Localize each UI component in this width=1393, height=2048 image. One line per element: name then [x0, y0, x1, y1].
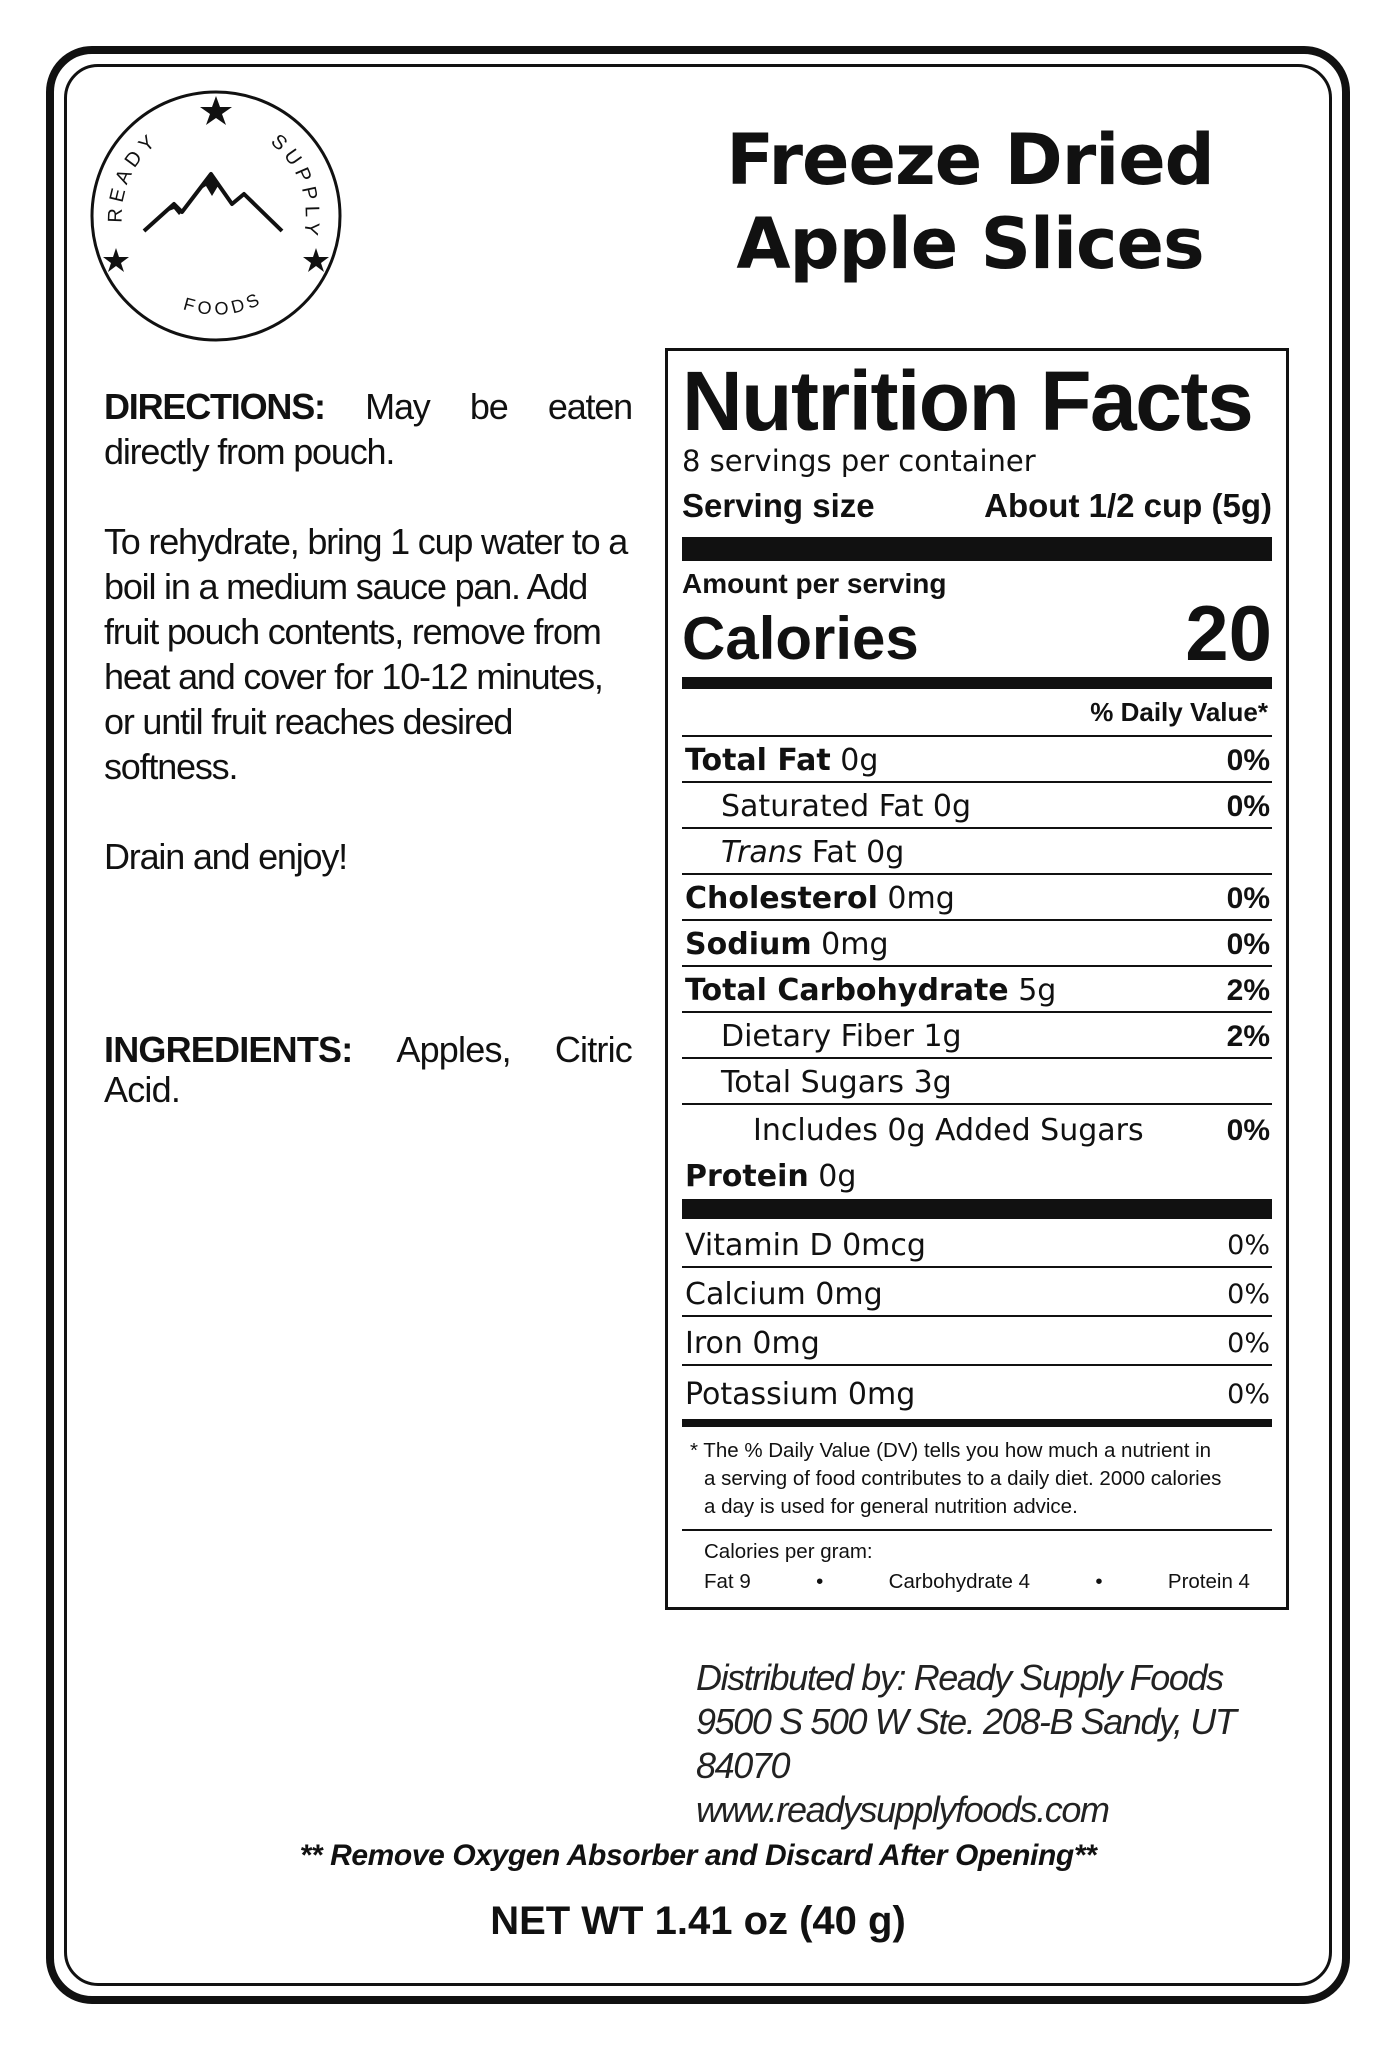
footnote-line-3: a day is used for general nutrition advice. [704, 1495, 1078, 1518]
nutrient-row-trans-fat [682, 829, 1272, 875]
vitamin-row-vitamin-d [682, 1219, 1272, 1268]
cpg-fat: Fat 9 [704, 1570, 751, 1593]
cpg-separator: • [1095, 1570, 1103, 1593]
vitamin-dv: 0% [1227, 1230, 1270, 1261]
cpg-protein: Protein 4 [1167, 1570, 1250, 1593]
nutrient-amount: 0g [866, 835, 905, 870]
nutrient-row-cholesterol [682, 875, 1272, 921]
nutrition-facts-panel [665, 348, 1289, 1610]
nutrient-amount: 5g [1018, 973, 1057, 1008]
star-icon [200, 96, 232, 125]
vitamin-row-potassium [682, 1366, 1272, 1415]
ingredients-heading: INGREDIENTS: [104, 1029, 353, 1070]
ingredients-word-citric: Citric [554, 1029, 632, 1070]
nutrient-name: Includes 0g Added Sugars [753, 1113, 1144, 1148]
calories-row [682, 589, 1272, 677]
nutrient-name: Cholesterol [685, 881, 878, 916]
nutrient-name: Sodium [685, 927, 812, 962]
cpg-label: Calories per gram: [704, 1540, 873, 1563]
serving-size-value: About 1/2 cup (5g) [984, 487, 1272, 524]
nutrient-row-protein [682, 1151, 1272, 1197]
footnote-line-1: * The % Daily Value (DV) tells you how much a nutrient in [690, 1439, 1212, 1462]
cpg-carbohydrate: Carbohydrate 4 [888, 1570, 1030, 1593]
nutrient-amount: 0g [932, 789, 972, 824]
servings-per-container: 8 servings per container [682, 444, 1036, 478]
nutrient-amount: 0mg [821, 927, 889, 962]
nutrient-name: Trans [721, 835, 803, 870]
directions-text-1: May be eaten directly from pouch. [104, 386, 632, 472]
directions-section [104, 384, 632, 924]
serving-size-label: Serving size [682, 487, 875, 524]
daily-value-header: % Daily Value* [682, 689, 1272, 737]
divider-medium [682, 677, 1272, 689]
vitamins-section [682, 1219, 1272, 1415]
product-title-line2: Apple Slices [736, 203, 1204, 285]
logo-text-supply: SUPPLY [266, 130, 323, 242]
divider-thick [682, 1199, 1272, 1219]
vitamin-name: Calcium 0mg [685, 1277, 883, 1312]
vitamin-name: Vitamin D 0mcg [685, 1228, 926, 1263]
nutrient-name-rest: Fat [811, 835, 857, 870]
directions-paragraph-2: To rehydrate, bring 1 cup water to a boil in a medium sauce pan. Add fruit pouch contents, remove from heat and cover for 10-12 minutes, or until fruit reaches desired softness. [104, 521, 628, 787]
svg-text:FOODS [181, 288, 265, 319]
nutrient-dv: 0% [1226, 882, 1270, 915]
daily-value-footnote [682, 1427, 1272, 1531]
calories-per-gram [682, 1531, 1272, 1597]
ingredients-line-1 [104, 1030, 632, 1070]
serving-size-row [682, 483, 1272, 529]
distributor-website: www.readysupplyfoods.com [696, 1789, 1109, 1830]
nutrient-row-added-sugars [682, 1105, 1272, 1151]
nutrient-amount: 3g [913, 1065, 952, 1100]
nutrient-row-total-sugars [682, 1059, 1272, 1105]
nutrient-name: Total Carbohydrate [685, 973, 1009, 1008]
distributor-info [696, 1656, 1296, 1832]
ingredients-line-2: Acid. [104, 1069, 181, 1110]
footnote-line-2: a serving of food contributes to a daily diet. 2000 calories [704, 1467, 1222, 1490]
directions-paragraph-3: Drain and enjoy! [104, 836, 347, 877]
nutrient-amount: 0mg [887, 881, 955, 916]
calories-label: Calories [682, 605, 919, 672]
directions-heading: DIRECTIONS: [104, 386, 325, 427]
nutrient-dv: 2% [1226, 974, 1270, 1007]
nutrient-row-sodium [682, 921, 1272, 967]
distributor-line-1: Distributed by: Ready Supply Foods [696, 1657, 1223, 1698]
vitamin-dv: 0% [1227, 1279, 1270, 1310]
nutrient-name: Total Sugars [721, 1065, 905, 1100]
nutrient-row-dietary-fiber [682, 1013, 1272, 1059]
star-icon [103, 248, 129, 272]
nutrient-amount: 0g [818, 1159, 857, 1194]
net-weight: NET WT 1.41 oz (40 g) [490, 1899, 906, 1943]
logo-text-foods: FOODS [181, 288, 266, 319]
svg-text:READY [105, 128, 164, 223]
logo-text-ready: READY [104, 128, 164, 223]
nutrient-row-saturated-fat [682, 783, 1272, 829]
cpg-values [704, 1567, 1250, 1597]
nutrient-name: Total Fat [685, 743, 831, 778]
calories-value: 20 [1185, 589, 1272, 677]
amount-per-serving: Amount per serving [682, 568, 947, 599]
nutrient-row-total-fat [682, 737, 1272, 783]
divider-medium [682, 1419, 1272, 1427]
vitamin-row-iron [682, 1317, 1272, 1366]
star-icon [303, 248, 329, 272]
nutrient-name: Dietary Fiber [721, 1019, 914, 1054]
vitamin-dv: 0% [1227, 1379, 1270, 1410]
divider-thick [682, 537, 1272, 561]
nutrient-name: Protein [685, 1159, 809, 1194]
ingredients-section [104, 1030, 632, 1110]
ingredients-word-apples: Apples, [396, 1029, 511, 1070]
nutrient-row-total-carbohydrate [682, 967, 1272, 1013]
nutrient-dv: 0% [1226, 928, 1270, 961]
nutrient-amount: 0g [840, 743, 879, 778]
nutrient-dv: 0% [1226, 1114, 1270, 1147]
ready-supply-foods-logo [86, 86, 346, 346]
nutrient-amount: 1g [923, 1019, 962, 1054]
product-title [680, 118, 1260, 286]
nutrient-dv: 0% [1226, 790, 1270, 823]
nutrient-dv: 0% [1226, 744, 1270, 777]
cpg-separator: • [816, 1570, 824, 1593]
oxygen-absorber-warning: ** Remove Oxygen Absorber and Discard After Opening** [299, 1839, 1097, 1872]
distributor-address: 9500 S 500 W Ste. 208-B Sandy, UT 84070 [696, 1701, 1236, 1786]
product-title-line1: Freeze Dried [726, 119, 1214, 201]
directions-paragraph-1 [104, 384, 632, 474]
vitamin-name: Iron 0mg [685, 1326, 820, 1361]
vitamin-dv: 0% [1227, 1328, 1270, 1359]
nutrient-dv: 2% [1226, 1020, 1270, 1053]
vitamin-row-calcium [682, 1268, 1272, 1317]
nutrient-name: Saturated Fat [721, 789, 924, 824]
vitamin-name: Potassium 0mg [685, 1377, 916, 1412]
nutrition-facts-title: Nutrition Facts [682, 354, 1253, 448]
